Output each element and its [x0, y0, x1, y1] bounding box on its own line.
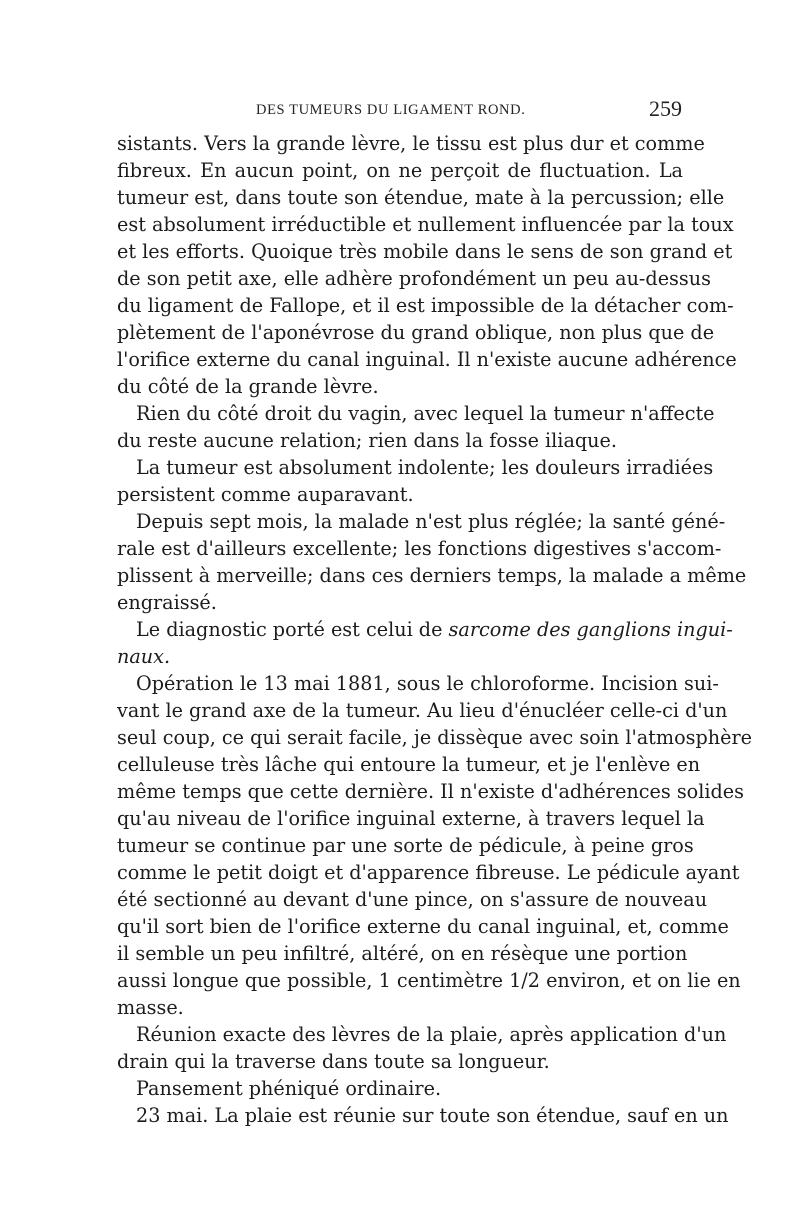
text-line: du reste aucune relation; rien dans la fosse iliaque. — [117, 429, 617, 452]
page-number: 259 — [649, 96, 682, 121]
text-line: tumeur est, dans toute son étendue, mate à la percussion; elle — [117, 186, 725, 209]
text-line: persistent comme auparavant. — [117, 483, 414, 506]
text-line: Pansement phéniqué ordinaire. — [136, 1077, 442, 1100]
text-line: qu'il sort bien de l'orifice externe du canal inguinal, et, comme — [117, 915, 729, 938]
text-line: masse. — [117, 996, 184, 1019]
text-line: de son petit axe, elle adhère profondément un peu au-dessus — [117, 267, 711, 290]
diagnosis-term: sarcome des ganglions ingui- — [448, 618, 733, 641]
running-title: DES TUMEURS DU LIGAMENT ROND. — [256, 102, 526, 118]
text-line: Réunion exacte des lèvres de la plaie, après application d'un — [136, 1023, 727, 1046]
text-line: comme le petit doigt et d'apparence fibreuse. Le pédicule ayant — [117, 861, 740, 884]
text-line: même temps que cette dernière. Il n'existe d'adhérences solides — [117, 780, 744, 803]
text-line: est absolument irréductible et nullement influencée par la toux — [117, 213, 734, 236]
text-line: qu'au niveau de l'orifice inguinal externe, à travers lequel la — [117, 807, 705, 830]
text-line: du ligament de Fallope, et il est impossible de la détacher com- — [117, 294, 734, 317]
text-line: Depuis sept mois, la malade n'est plus réglée; la santé géné- — [136, 510, 726, 533]
text-line: vant le grand axe de la tumeur. Au lieu d'énucléer celle-ci d'un — [117, 699, 728, 722]
text-line — [136, 616, 733, 644]
text-line: l'orifice externe du canal inguinal. Il n'existe aucune adhérence — [117, 348, 737, 371]
text-line: tumeur se continue par une sorte de pédicule, à peine gros — [117, 834, 694, 857]
text-line: engraissé. — [117, 591, 217, 614]
text-line: et les efforts. Quoique très mobile dans le sens de son grand et — [117, 240, 733, 263]
text-line: Opération le 13 mai 1881, sous le chloroforme. Incision sui- — [136, 672, 719, 695]
text-line — [117, 643, 683, 671]
text-line: fibreux. En aucun point, on ne perçoit de fluctuation. La — [117, 159, 683, 182]
text-line: Rien du côté droit du vagin, avec lequel la tumeur n'affecte — [136, 402, 715, 425]
text-line: plissent à merveille; dans ces derniers temps, la malade a même — [117, 564, 747, 587]
diagnosis-intro: Le diagnostic porté est celui de — [136, 618, 449, 641]
text-line: rale est d'ailleurs excellente; les fonctions digestives s'accom- — [117, 537, 722, 560]
text-line: seul coup, ce qui serait facile, je dissèque avec soin l'atmosphère — [117, 726, 752, 749]
text-line: plètement de l'aponévrose du grand oblique, non plus que de — [117, 321, 715, 344]
text-line: sistants. Vers la grande lèvre, le tissu est plus dur et comme — [117, 132, 705, 155]
text-line: il semble un peu infiltré, altéré, on en résèque une portion — [117, 942, 688, 965]
text-line: 23 mai. La plaie est réunie sur toute son étendue, sauf en un — [136, 1104, 729, 1127]
diagnosis-term-end: naux. — [117, 645, 171, 668]
text-line: été sectionné au devant d'une pince, on s'assure de nouveau — [117, 888, 708, 911]
text-line: celluleuse très lâche qui entoure la tumeur, et je l'enlève en — [117, 753, 701, 776]
text-line: aussi longue que possible, 1 centimètre 1/2 environ, et on lie en — [117, 969, 741, 992]
text-line: du côté de la grande lèvre. — [117, 375, 379, 398]
text-line: drain qui la traverse dans toute sa longueur. — [117, 1050, 550, 1073]
running-head — [116, 98, 682, 126]
text-line: La tumeur est absolument indolente; les douleurs irradiées — [136, 456, 714, 479]
